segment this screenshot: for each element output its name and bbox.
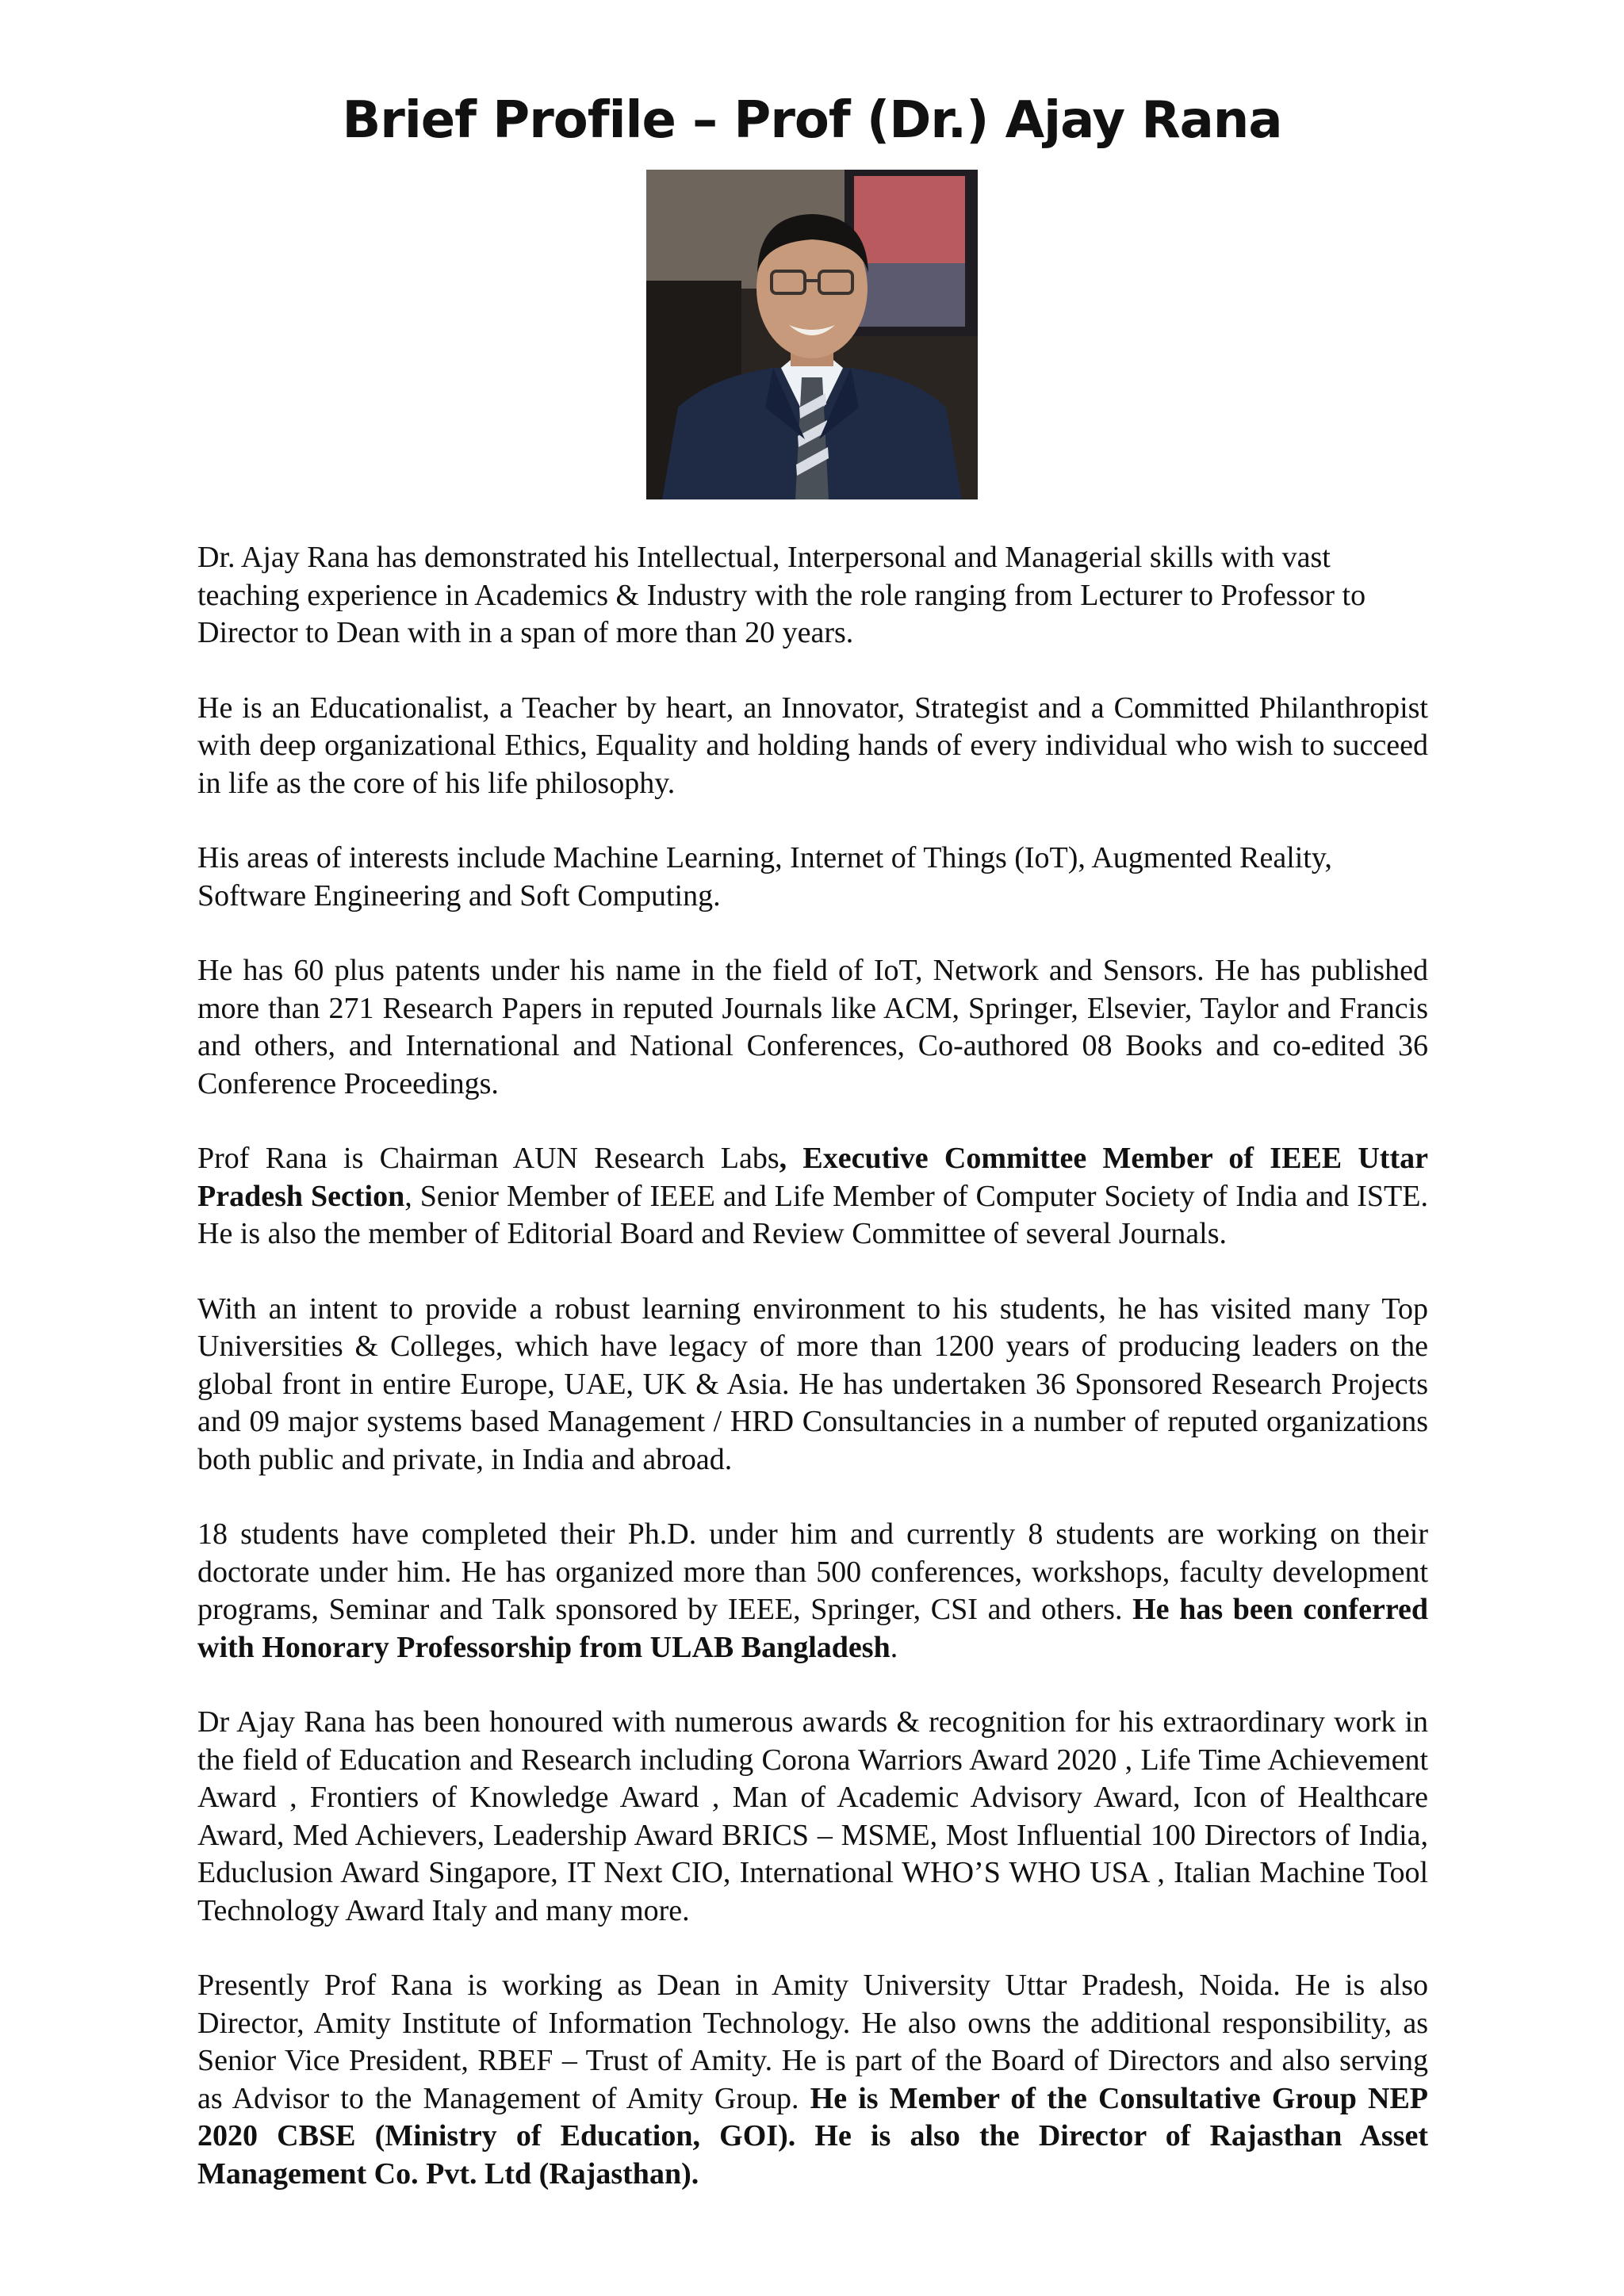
- profile-paragraph: [197, 1967, 1428, 2193]
- text-run: With an intent to provide a robust learning environment to his students, he has visited many Top Universities & Colleges, which have legacy of more than 1200 years of producing leaders on the global front in entire Europe, UAE, UK & Asia. He has undertaken 36 Sponsored Research Projects and 09 major systems based Management / HRD Consultancies in a number of reputed organizations both public and private, in India and abroad.: [197, 1292, 1428, 1476]
- text-run: , Senior Member of IEEE and Life Member of Computer Society of India and ISTE. He is also the member of Editorial Board and Review Committee of several Journals.: [197, 1179, 1428, 1250]
- profile-paragraph: [197, 840, 1428, 915]
- profile-body: [197, 539, 1428, 2230]
- text-run: Presently Prof Rana is working as Dean in Amity University Uttar Pradesh, Noida. He is also Director, Amity Institute of Information Technology. He also owns the additional responsibility, as Senior Vice President, RBEF – Trust of Amity. He is part of the Board of Directors and also serving as Advisor to the Management of Amity Group.: [197, 1969, 1428, 2115]
- photo-poster: [854, 176, 965, 263]
- profile-paragraph: [197, 1291, 1428, 1479]
- text-run: Prof Rana is Chairman AUN Research Labs: [197, 1142, 779, 1175]
- profile-paragraph: [197, 1704, 1428, 1930]
- profile-paragraph: [197, 539, 1428, 652]
- text-run: Dr. Ajay Rana has demonstrated his Intellectual, Interpersonal and Managerial skills with vast teaching experience in Academics & Industry with the role ranging from Lecturer to Professor to Director to Dean with in a span of more than 20 years.: [197, 541, 1366, 649]
- text-run: .: [890, 1630, 898, 1664]
- bold-text-run: He has been conferred with Honorary Professorship from ULAB Bangladesh: [197, 1593, 1428, 1664]
- text-run: 18 students have completed their Ph.D. under him and currently 8 students are working on their doctorate under him. He has organized more than 500 conferences, workshops, faculty development programs, Seminar and Talk sponsored by IEEE, Springer, CSI and others.: [197, 1517, 1428, 1626]
- page-title: Brief Profile – Prof (Dr.) Ajay Rana: [342, 91, 1282, 150]
- text-run: Dr Ajay Rana has been honoured with numerous awards & recognition for his extraordinary work in the field of Education and Research including Corona Warriors Award 2020 , Life Time Achievement Award , Frontiers of Knowledge Award , Man of Academic Advisory Award, Icon of Healthcare Award, Med Achievers, Leadership Award BRICS – MSME, Most Influential 100 Directors of India, Educlusion Award Singapore, IT Next CIO, International WHO’S WHO USA , Italian Machine Tool Technology Award Italy and many more.: [197, 1705, 1428, 1927]
- bold-text-run: He is Member of the Consultative Group NEP 2020 CBSE (Ministry of Education, GOI). He is also the Director of Rajasthan Asset Management Co. Pvt. Ltd (Rajasthan).: [197, 2081, 1428, 2191]
- profile-paragraph: [197, 952, 1428, 1103]
- text-run: His areas of interests include Machine Learning, Internet of Things (IoT), Augmented Reality, Software Engineering and Soft Computing.: [197, 841, 1332, 913]
- profile-paragraph: [197, 690, 1428, 803]
- profile-paragraph: [197, 1140, 1428, 1253]
- bold-text-run: , Executive Committee Member of IEEE Uttar Pradesh Section: [197, 1142, 1428, 1213]
- profile-paragraph: [197, 1516, 1428, 1667]
- portrait-illustration: [646, 170, 978, 499]
- text-run: He is an Educationalist, a Teacher by heart, an Innovator, Strategist and a Committed Philanthropist with deep organizational Ethics, Equality and holding hands of every individual who wish to succeed in life as the core of his life philosophy.: [197, 691, 1428, 800]
- text-run: He has 60 plus patents under his name in the field of IoT, Network and Sensors. He has published more than 271 Research Papers in reputed Journals like ACM, Springer, Elsevier, Taylor and Francis and others, and International and National Conferences, Co-authored 08 Books and co-edited 36 Conference Proceedings.: [197, 954, 1428, 1100]
- portrait-photo: [646, 170, 978, 499]
- photo-poster-lower: [854, 263, 965, 327]
